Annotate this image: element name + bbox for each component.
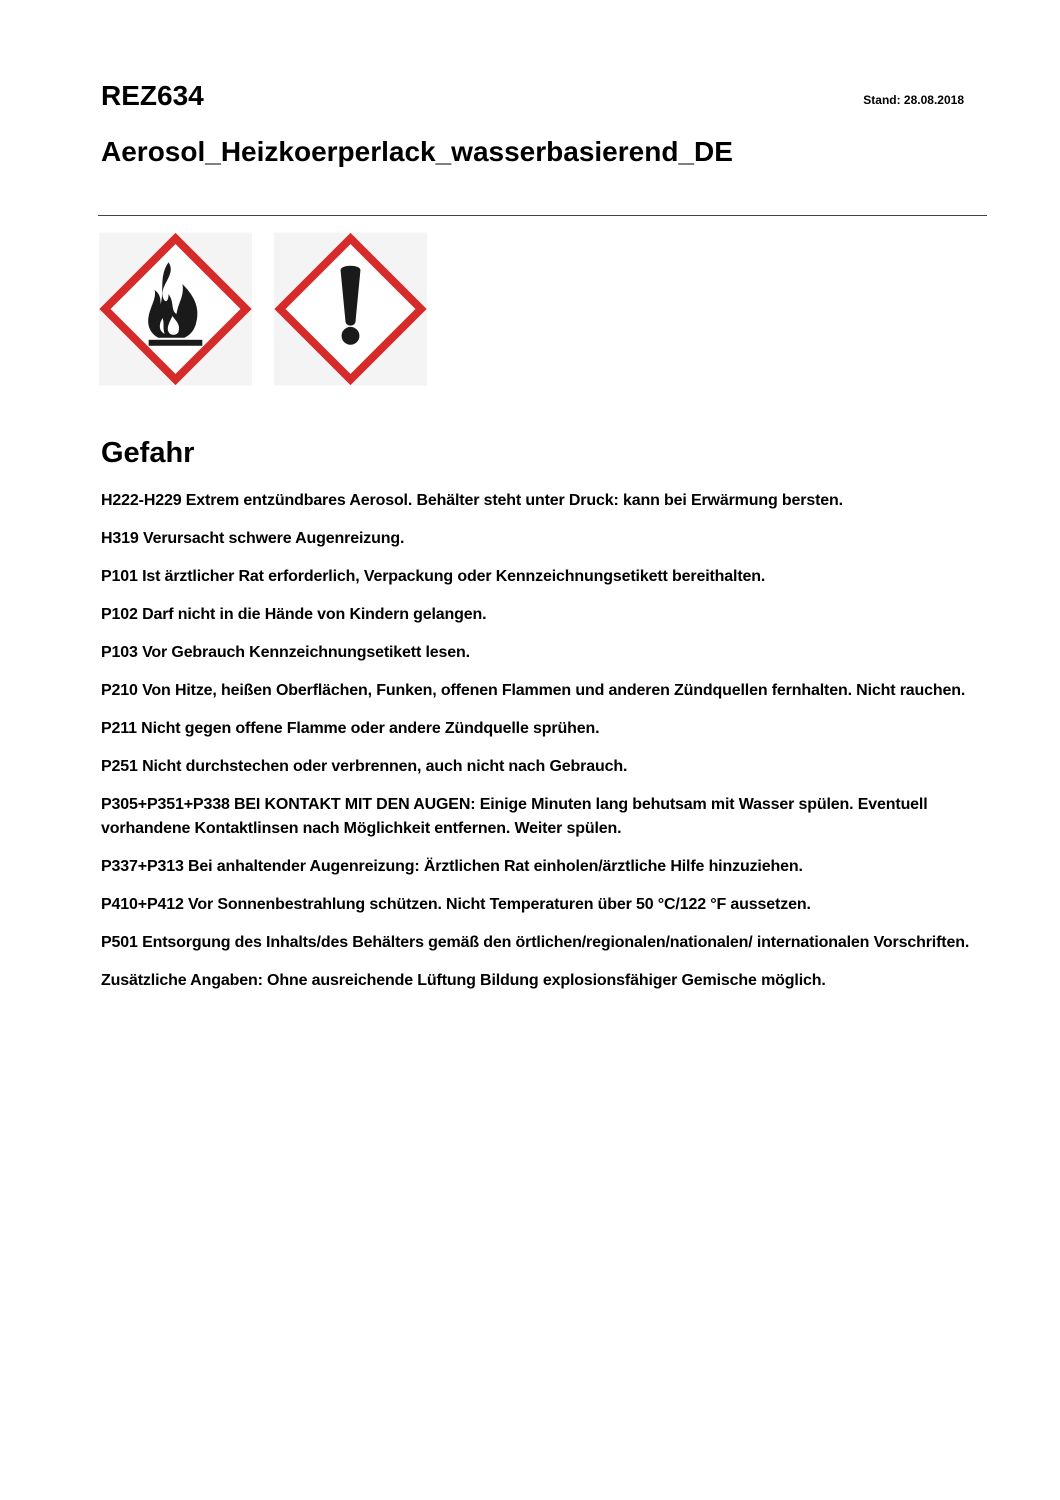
hazard-statements-list: [101, 489, 981, 1007]
statement-p103: P103 Vor Gebrauch Kennzeichnungsetikett lesen.: [101, 644, 470, 661]
revision-date: Stand: 28.08.2018: [863, 93, 964, 107]
statement-p410-p412: P410+P412 Vor Sonnenbestrahlung schützen. Nicht Temperaturen über 50 °C/122 °F aussetzen.: [101, 896, 811, 913]
statement-p210: P210 Von Hitze, heißen Oberflächen, Funken, offenen Flammen und anderen Zündquellen fernhalten. Nicht rauchen.: [101, 682, 966, 699]
signal-word: Gefahr: [101, 437, 195, 469]
statement-p337-p313: P337+P313 Bei anhaltender Augenreizung: Ärztlichen Rat einholen/ärztliche Hilfe hinzuziehen.: [101, 858, 803, 875]
header-divider: [98, 215, 987, 216]
product-code: REZ634: [101, 80, 204, 111]
statement-p101: P101 Ist ärztlicher Rat erforderlich, Verpackung oder Kennzeichnungsetikett bereithalten.: [101, 568, 766, 585]
ghs07-exclamation-mark-icon: [274, 232, 427, 386]
hazard-pictograms: [99, 232, 427, 386]
statement-p501: P501 Entsorgung des Inhalts/des Behälters gemäß den örtlichen/regionalen/nationalen/ internationalen Vorschriften.: [101, 934, 970, 951]
ghs02-flame-icon: [99, 232, 252, 386]
statement-h222-h229: H222-H229 Extrem entzündbares Aerosol. Behälter steht unter Druck: kann bei Erwärmung bersten.: [101, 492, 843, 509]
statement-additional-info: Zusätzliche Angaben: Ohne ausreichende Lüftung Bildung explosionsfähiger Gemische möglich.: [101, 972, 826, 989]
statement-p251: P251 Nicht durchstechen oder verbrennen, auch nicht nach Gebrauch.: [101, 758, 628, 775]
statement-h319: H319 Verursacht schwere Augenreizung.: [101, 530, 405, 547]
statement-p305-p351-p338: P305+P351+P338 BEI KONTAKT MIT DEN AUGEN: Einige Minuten lang behutsam mit Wasser spülen. Eventuell vorhandene Kontaktlinsen nach Möglichkeit entfernen. Weiter spülen.: [101, 796, 928, 837]
product-title: Aerosol_Heizkoerperlack_wasserbasierend_DE: [101, 136, 733, 167]
statement-p211: P211 Nicht gegen offene Flamme oder andere Zündquelle sprühen.: [101, 720, 600, 737]
statement-p102: P102 Darf nicht in die Hände von Kindern gelangen.: [101, 606, 487, 623]
